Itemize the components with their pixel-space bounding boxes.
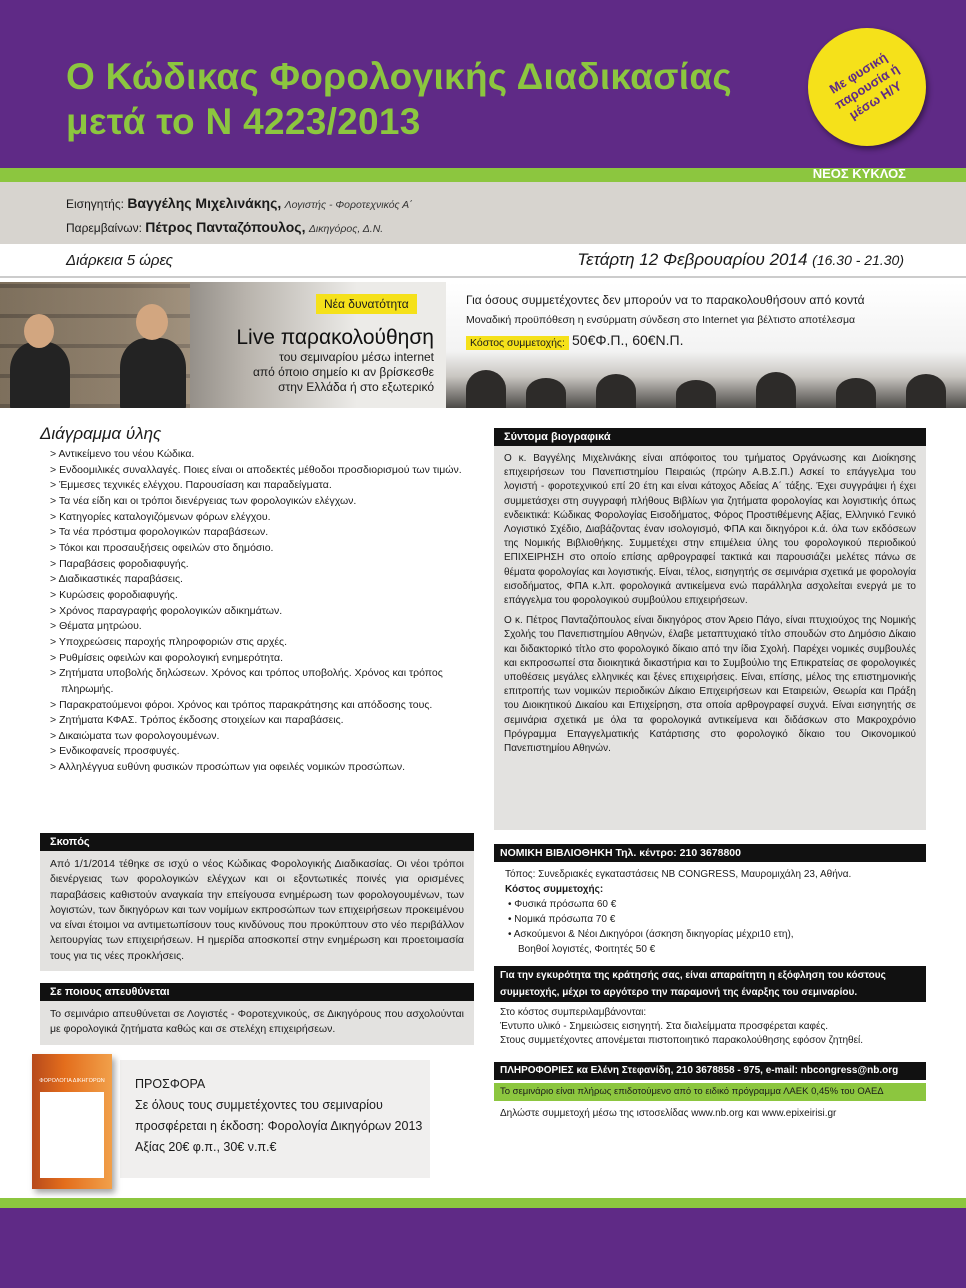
register-line: Δηλώστε συμμετοχή μέσω της ιστοσελίδας www.nb.org και www.epixeirisi.gr xyxy=(500,1108,837,1119)
cost-trainees: • Ασκούμενοι & Νέοι Δικηγόροι (άσκηση δικηγορίας μέχρι10 ετη), xyxy=(508,929,794,940)
bio-pantazopoulos: Ο κ. Πέτρος Πανταζόπουλος είναι δικηγόρος στον Άρειο Πάγο, είναι πτυχιούχος της Νομικής Σχολής του Πανεπιστημίου Αθηνών, έλαβε μεταπτυχιακό τίτλο σπουδών στο Δημόσιο Δίκαιο και διδακτορικό τίτλο στο φορολογικό δίκαιο από την ίδια Σχολή. Παρέχει νομικές συμβουλές και εκπροσωπεί στα διοικητικά δικαστήρια και το Συμβούλιο της Επικρατείας σε φορολογικές υποθέσεις μεγάλες ελληνικές και ξένες επιχειρήσεις. Είναι, επίσης, μέλος της επιστημονικής επιτροπής των νομικών περιοδικών Δίκαιο Επιχειρήσεων και Εταιρειών, Θεωρία και Πράξη του Διοικητικού Δικαίου και Επιχείρηση, στα οποία αρθρογραφεί συχνά. Είναι εισηγητής σε σεμινάρια σχετικά με όλα τα φορολογικά αντικείμενα και διδάσκων στο Μακροχρόνιο Πρόγραμμα Επαγγελματικής Κατάρτισης στο φορολογικό δίκαιο του Οικονομικού Πανεπιστημίου Αθηνών. xyxy=(504,615,916,755)
audience-text: Το σεμινάριο απευθύνεται σε Λογιστές - Φοροτεχνικούς, σε Δικηγόρους που ασχολούνται με φορολογικά ζητήματα καθώς και σε στελέχη επιχειρήσεων. xyxy=(40,1001,474,1045)
footer-green-strip xyxy=(0,1198,966,1208)
outline-item: > Παραβάσεις φοροδιαφυγής. xyxy=(50,557,470,573)
crowd-figure xyxy=(676,380,716,408)
remote-cost-label: Κόστος συμμετοχής: xyxy=(466,336,569,350)
guest-row xyxy=(66,216,966,240)
outline-item: > Ρυθμίσεις οφειλών και φορολογική ενημερότητα. xyxy=(50,651,470,667)
attendance-badge-text: Με φυσική παρουσία ή μέσω Η/Υ xyxy=(826,49,905,123)
audience-heading: Σε ποιους απευθύνεται xyxy=(40,983,474,1001)
book-title: ΦΟΡΟΛΟΓΙΑ ΔΙΚΗΓΟΡΩΝ xyxy=(39,1078,105,1084)
outline-item: > Θέματα μητρώου. xyxy=(50,619,470,635)
outline-item: > Τόκοι και προσαυξήσεις οφειλών στο δημόσιο. xyxy=(50,541,470,557)
live-subtitle: του σεμιναρίου μέσω internet από όποιο σημείο κι αν βρίσκεσθε στην Ελλάδα ή στο εξωτερικό xyxy=(252,350,434,394)
new-cycle-label: ΝΕΟΣ ΚΥΚΛΟΣ xyxy=(812,166,906,181)
organizer-bar: ΝΟΜΙΚΗ ΒΙΒΛΙΟΘΗΚΗ Τηλ. κέντρο: 210 3678800 xyxy=(494,844,926,862)
attendance-badge xyxy=(808,28,926,146)
outline-item: > Δικαιώματα των φορολογουμένων. xyxy=(50,729,470,745)
outline-list xyxy=(50,447,470,776)
book-cover xyxy=(32,1054,112,1189)
outline-item: > Χρόνος παραγραφής φορολογικών αδικημάτων. xyxy=(50,604,470,620)
bios-box xyxy=(494,446,926,830)
person-head xyxy=(136,304,168,340)
new-feature-tag: Νέα δυνατότητα xyxy=(316,294,417,314)
cost-title: Κόστος συμμετοχής: xyxy=(505,884,604,895)
outline-item: > Υποχρεώσεις παροχής πληροφοριών στις αρχές. xyxy=(50,635,470,651)
outline-item: > Αλληλέγγυα ευθύνη φυσικών προσώπων για οφειλές νομικών προσώπων. xyxy=(50,760,470,776)
purpose-text: Από 1/1/2014 τέθηκε σε ισχύ ο νέος Κώδικας Φορολογικής Διαδικασίας. Οι νέοι τρόποι διενέργειας των φορολογικών ελέγχων και οι εξοντωτικές ποινές για ορισμένες παραβάσεις καθιστούν αναγκαία την επείγουσα ενημέρωση των φορολογουμένων, των λογιστών, των δικηγόρων και των νομίμων εκπροσώπων των επιχειρήσεων προκειμένου να είναι έτοιμοι να αντιμετωπίσουν τους κινδύνους που προκύπτουν στο νέο περιβάλλον λειτουργίας των επιχειρήσεων. Η ημερίδα αποσκοπεί στην ενημέρωση και προετοιμασία τους για τις νέες προκλήσεις. xyxy=(40,851,474,971)
includes-title: Στο κόστος συμπεριλαμβάνονται: xyxy=(500,1007,647,1018)
outline-item: > Ενδοομιλικές συναλλαγές. Ποιες είναι οι αποδεκτές μέθοδοι προσδιορισμού των τιμών. xyxy=(50,463,470,479)
guest-name: Πέτρος Πανταζόπουλος, xyxy=(145,219,306,235)
bios-heading: Σύντομα βιογραφικά xyxy=(494,428,926,446)
includes-line-2: Στους συμμετέχοντες απονέμεται πιστοποιητικό παρακολούθησης εφόσον ζητηθεί. xyxy=(500,1035,864,1046)
outline-item: > Κατηγορίες καταλογιζόμενων φόρων ελέγχου. xyxy=(50,510,470,526)
offer-line-1: Σε όλους τους συμμετέχοντες του σεμιναρίου xyxy=(135,1098,383,1112)
venue: Τόπος: Συνεδριακές εγκαταστάσεις NB CONGRESS, Μαυρομιχάλη 23, Αθήνα. xyxy=(505,869,852,880)
duration: Διάρκεια 5 ώρες xyxy=(66,252,173,269)
person-head xyxy=(24,314,54,348)
outline-item: > Ενδικοφανείς προσφυγές. xyxy=(50,744,470,760)
outline-item: > Παρακρατούμενοι φόροι. Χρόνος και τρόπος παρακράτησης και απόδοσης τους. xyxy=(50,698,470,714)
crowd-figure xyxy=(836,378,876,408)
subsidy-bar: Το σεμινάριο είναι πλήρως επιδοτούμενο από το ειδικό πρόγραμμα ΛΑΕΚ 0,45% του ΟΑΕΔ xyxy=(494,1083,926,1101)
offer-heading: ΠΡΟΣΦΟΡΑ xyxy=(135,1077,206,1091)
live-title: Live παρακολούθηση xyxy=(236,326,434,349)
person-figure xyxy=(10,342,70,408)
cost-assistants: Βοηθοί λογιστές, Φοιτητές 50 € xyxy=(518,944,656,955)
offer-line-2: προσφέρεται η έκδοση: Φορολογία Δικηγόρων 2013 xyxy=(135,1119,423,1133)
speaker-name: Βαγγέλης Μιχελινάκης, xyxy=(127,195,282,211)
remote-subtitle: Μοναδική προϋπόθεση η ενσύρματη σύνδεση στο Internet για βέλτιστο αποτέλεσμα xyxy=(466,314,856,326)
guest-role: Δικηγόρος, Δ.Ν. xyxy=(308,223,384,235)
outline-title: Διάγραμμα ύλης xyxy=(40,424,162,443)
speaker-role: Λογιστής - Φοροτεχνικός Α΄ xyxy=(284,199,413,211)
crowd-figure xyxy=(526,378,566,408)
footer-band xyxy=(0,1208,966,1288)
outline-item: > Ζητήματα υποβολής δηλώσεων. Χρόνος και τρόπος υποβολής. Χρόνος και τρόπος πληρωμής. xyxy=(50,666,470,697)
event-date xyxy=(577,250,904,270)
outline-item: > Ζητήματα ΚΦΑΣ. Τρόπος έκδοσης στοιχείων και παραβάσεις. xyxy=(50,713,470,729)
cost-individuals: • Φυσικά πρόσωπα 60 € xyxy=(508,899,617,910)
speaker-prefix: Εισηγητής: xyxy=(66,197,124,211)
purpose-heading: Σκοπός xyxy=(40,833,474,851)
crowd-figure xyxy=(466,370,506,408)
includes-line-1: Έντυπο υλικό - Σημειώσεις εισηγητή. Στα διαλείμματα προσφέρεται καφές. xyxy=(500,1021,829,1032)
guest-prefix: Παρεμβαίνων: xyxy=(66,221,142,235)
cost-companies: • Νομικά πρόσωπα 70 € xyxy=(508,914,616,925)
speakers-band xyxy=(0,182,966,244)
outline-item: > Διαδικαστικές παραβάσεις. xyxy=(50,572,470,588)
remote-cost-value: 50€Φ.Π., 60€Ν.Π. xyxy=(572,332,684,348)
crowd-figure xyxy=(596,374,636,408)
offer-line-3: Αξίας 20€ φ.π., 30€ ν.π.€ xyxy=(135,1140,277,1154)
contact-bar: ΠΛΗΡΟΦΟΡΙΕΣ κα Ελένη Στεφανίδη, 210 3678858 - 975, e-mail: nbcongress@nb.org xyxy=(494,1062,926,1080)
outline-item: > Τα νέα πρόστιμα φορολογικών παραβάσεων. xyxy=(50,525,470,541)
outline-item: > Τα νέα είδη και οι τρόποι διενέργειας των φορολογικών ελέγχων. xyxy=(50,494,470,510)
book-cover-panel xyxy=(40,1092,104,1178)
crowd-figure xyxy=(756,372,796,408)
outline-item: > Κυρώσεις φοροδιαφυγής. xyxy=(50,588,470,604)
event-date-text: Τετάρτη 12 Φεβρουαρίου 2014 xyxy=(577,250,808,269)
crowd-figure xyxy=(906,374,946,408)
remote-title: Για όσους συμμετέχοντες δεν μπορούν να το παρακολουθήσουν από κοντά xyxy=(466,293,865,307)
outline-item: > Έμμεσες τεχνικές ελέγχου. Παρουσίαση και παραδείγματα. xyxy=(50,478,470,494)
offer-text xyxy=(135,1074,435,1158)
event-hours: (16.30 - 21.30) xyxy=(812,252,904,268)
page-title xyxy=(66,54,732,144)
title-line-1: Ο Κώδικας Φορολογικής Διαδικασίας xyxy=(66,56,732,97)
person-figure xyxy=(120,338,186,408)
outline-item: > Αντικείμενο του νέου Κώδικα. xyxy=(50,447,470,463)
header-band xyxy=(0,0,966,168)
divider xyxy=(0,276,966,278)
title-line-2: μετά το Ν 4223/2013 xyxy=(66,101,421,142)
bio-michelinakis: Ο κ. Βαγγέλης Μιχελινάκης είναι απόφοιτος του τμήματος Οργάνωσης και Διοίκησης επιχειρήσεων του Πανεπιστημίου Πειραιώς (πρώην Α.Β.Σ.Π.) Ασκεί το επάγγελμα του λογιστή - φοροτεχνικού επί 20 έτη και είναι κάτοχος Αδείας Α΄ τάξης. Έχει συγγράψει ή έχει συμμετάσχει στη συγγραφή πλήθους Βιβλίων για ζητήματα φορολογίας και λογιστικής όπως ενδεικτικά: Κώδικας Φορολογίας Εισοδήματος, Φόρος Προστιθέμενης Αξίας, Ελληνικό Γενικό Λογιστικό Σχέδιο, Διαβάζοντας έναν ισολογισμό, ΦΠΑ και δικηγόροι κ.ά. όλα των εκδόσεων της Νομικής Βιβλιοθήκης. Συμμετέχει στην επιμέλεια ύλης του φορολογικού περιοδικού ΕΠΙΧΕΙΡΗΣΗ στο οποίο επίσης αρθρογραφεί τακτικά και παρουσιάζει μελέτες πάνω σε θέματα φορολογίας και λογιστικής. Είναι, τέλος, εισηγητής σε σεμινάρια σχετικά με φορολογία εισοδήματος, ΦΠΑ κ.λπ. φορολογικά αντικείμενα ενώ παράλληλα ασχολείται ενεργά με το επάγγελμα του φορολογικού συμβούλου επιχειρήσεων. xyxy=(504,453,916,607)
speaker-row xyxy=(66,192,966,216)
payment-bar: Για την εγκυρότητα της κράτησής σας, είναι απαραίτητη η εξόφληση του κόστους συμμετοχής, μέχρι το αργότερο την παραμονή της έναρξης του σεμιναρίου. xyxy=(494,966,926,1002)
